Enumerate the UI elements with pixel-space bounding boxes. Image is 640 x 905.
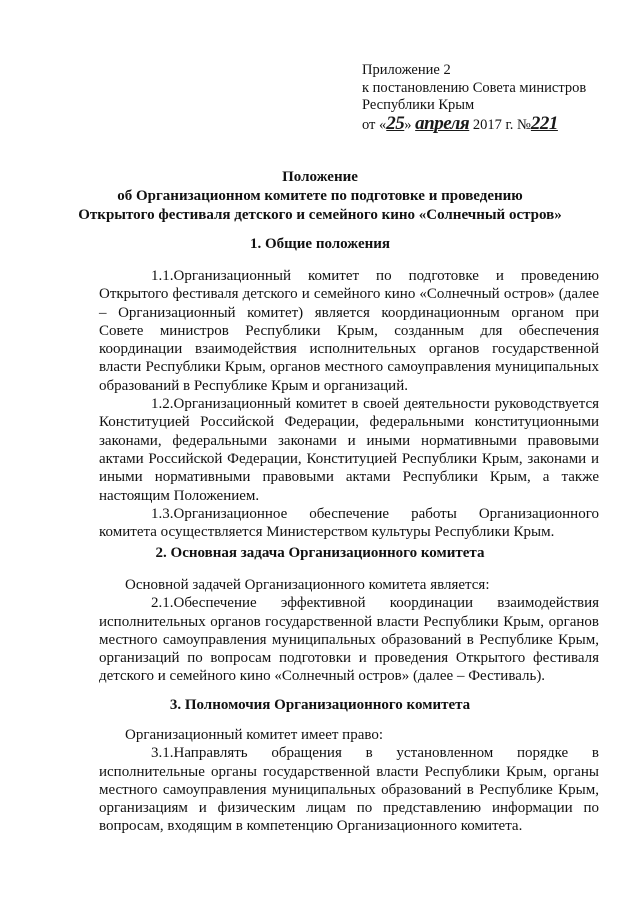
section-body bbox=[99, 267, 599, 541]
date-prefix: от « bbox=[362, 116, 387, 133]
section-body bbox=[99, 576, 599, 686]
section-body bbox=[99, 726, 599, 836]
paragraph-number: 3.1. bbox=[151, 745, 174, 762]
paragraph-text: Организационный комитет по подготовке и проведению Открытого фестиваля детского и семейного кино «Солнечный остров» (далее – Организационный комитет) является координационным органом при Совете министров Республики Крым, созданным для обеспечения координации взаимодействия исполнительных органов государственной власти Республики Крым, органов местного самоуправления муниципальных образований в Республике Крым и организаций. bbox=[99, 268, 599, 394]
handwritten-number: 221 bbox=[530, 112, 558, 134]
section-heading: 3. Полномочия Организационного комитета bbox=[169, 697, 471, 713]
appendix-line: Приложение 2 bbox=[362, 62, 451, 78]
title-line: Положение bbox=[282, 169, 358, 185]
date-year: 2017 г. № bbox=[472, 116, 531, 133]
paragraph-text: Обеспечение эффективной координации взаимодействия исполнительных органов государственной власти Республики Крым, органов местного самоуправления муниципальных образований в Республике Крым, организаций по вопросам подготовки и проведения Открытого фестиваля детского и семейного кино «Солнечный остров» (далее – Фестиваль). bbox=[99, 595, 599, 685]
paragraph-number: 1.3. bbox=[151, 505, 174, 522]
section-intro: Организационный комитет имеет право: bbox=[125, 727, 383, 743]
paragraph-text: Организационный комитет в своей деятельности руководствуется Конституцией Российской Федерации, федеральными конституционными законами, федеральными законами и иными нормативными правовыми актами Российской Федерации, Конституцией Республики Крым, законами и иными нормативными правовыми актами Республики Крым, а также настоящим Положением. bbox=[99, 396, 599, 504]
appendix-date-line bbox=[362, 112, 586, 135]
paragraph bbox=[99, 594, 599, 685]
paragraph bbox=[99, 505, 599, 542]
handwritten-month: апреля bbox=[415, 112, 470, 134]
paragraph bbox=[99, 267, 599, 395]
paragraph-number: 1.1. bbox=[151, 268, 174, 284]
appendix-header bbox=[362, 62, 586, 134]
appendix-line: к постановлению Совета министров bbox=[362, 79, 587, 96]
title-line: об Организационном комитете по подготовке и проведению bbox=[117, 188, 523, 204]
paragraph-number: 2.1. bbox=[151, 595, 174, 612]
appendix-line: Республики Крым bbox=[362, 97, 475, 113]
section-heading: 2. Основная задача Организационного комитета bbox=[155, 545, 485, 561]
document-title bbox=[60, 168, 580, 225]
handwritten-day: 25 bbox=[386, 112, 405, 134]
paragraph bbox=[99, 744, 599, 835]
paragraph-text: Направлять обращения в установленном порядке в исполнительные органы государственной власти Республики Крым, органы местного самоуправления муниципальных образований в Республике Крым, организациям и физическим лицам по представлению информации по вопросам, входящим в компетенцию Организационного комитета. bbox=[99, 745, 599, 835]
paragraph-number: 1.2. bbox=[151, 396, 174, 413]
section-heading: 1. Общие положения bbox=[249, 236, 391, 252]
title-line: Открытого фестиваля детского и семейного кино «Солнечный остров» bbox=[78, 207, 562, 223]
paragraph bbox=[99, 395, 599, 505]
paragraph-text: Организационное обеспечение работы Организационного комитета осуществляется Министерством культуры Республики Крым. bbox=[99, 505, 599, 541]
date-separator: » bbox=[404, 116, 412, 133]
section-intro: Основной задачей Организационного комитета является: bbox=[125, 577, 490, 593]
